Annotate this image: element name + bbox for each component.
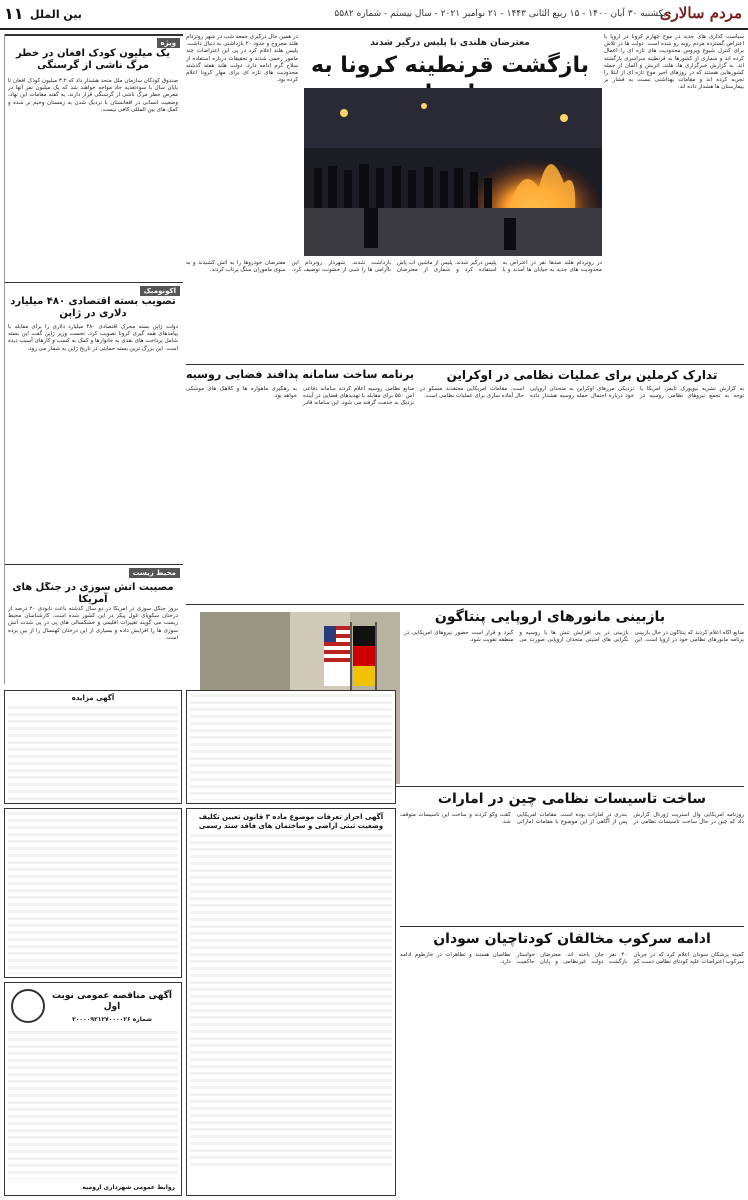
ad-notice (186, 690, 396, 804)
article-headline: مصیبت آتش سوزی در جنگل های آمریکا (12, 582, 174, 605)
dateline: یکشنبه ۳۰ آبان ۱۴۰۰ - ۱۵ ربیع الثانی ۱۴۴۳ - ۲۱ نوامبر ۲۰۲۱ - سال بیستم - شماره ۵۵۸۲ (334, 9, 666, 19)
article-body: به گزارش نشریه نیویورک تایمز، آمریکا با توجه به تجمع نیروهای نظامی روسیه در نزدیکی مرزهای اوکراین به متحدان اروپایی خود درباره احتمال حمله روسیه هشدار داده است. مقامات آمریکایی معتقدند مسکو در حال آماده سازی برای عملیات نظامی است. (420, 386, 744, 400)
lead-body-mid: در روتردام هلند صدها نفر در اعتراض به محدودیت های جدید به خیابان ها آمدند و با پلیس درگیر شدند. پلیس از ماشین آب پاش استفاده کرد و شماری از معترضان بازداشت شدند. شهردار روتردام این ناآرامی ها را شبی از خشونت توصیف کرد. معترضان خودروها را به آتش کشیدند و به سوی ماموران سنگ پرتاب کردند. (186, 260, 602, 274)
masthead (0, 0, 748, 30)
divider (5, 282, 183, 283)
ad-body (8, 1031, 178, 1179)
lead-body-left: در همین حال درگیری جمعه شب در شهر روتردام هلند مجروح و حدود ۲۰ بازداشتی به دنبال داشت. پلیس هلند اعلام کرد در پی این اعتراضات چند مامور زخمی شدند و تحقیقات درباره استفاده از سلاح گرم ادامه دارد. دولت هلند هفته گذشته محدودیت های تازه ای برای مهار کرونا اعلام کرده بود. (186, 34, 298, 84)
lead-kicker: معترضان هلندی با پلیس درگیر شدند (370, 38, 530, 48)
protest-fire-image (304, 88, 602, 256)
ad-body (8, 812, 178, 974)
article-body: کمیته پزشکان سودان اعلام کرد که در جریان سرکوب اعتراضات علیه کودتای نظامی دست کم ۴۰ نفر جان باخته اند. معترضان خواستار بازگشت دولت غیرنظامی و پایان حاکمیت نظامیان هستند و تظاهرات در خارطوم ادامه دارد. (400, 952, 744, 966)
lead-headline: بازگشت قرنطینه کرونا به (311, 53, 589, 78)
article-body: منابع نظامی روسیه اعلام کردند سامانه دفاعی اس ۵۵۰ برای مقابله با تهدیدهای فضایی در آینده نزدیک به خدمت گرفته می شود. این سامانه قادر به رهگیری ماهواره ها و کلاهک های موشکی خواهد بود. (186, 386, 414, 407)
ad-title: آگهی مناقصه عمومی نوبت اول (51, 991, 173, 1012)
article-body: روزنامه آمریکایی وال استریت ژورنال گزارش داد که چین در حال ساخت تاسیسات نظامی در بندری در امارات بوده است. مقامات آمریکایی پس از آگاهی از این موضوع با مقامات اماراتی گفت وگو کردند و ساخت این تاسیسات متوقف شد. (400, 812, 744, 826)
newspaper-logo: مردم سالاری (659, 4, 742, 22)
section-tag: اکونومیک (140, 286, 180, 296)
section-tag: ویژه (157, 38, 180, 48)
left-column (4, 34, 182, 684)
article-body: بروز جنگل سوزی در آمریکا در دو سال گذشته باعث نابودی ۲۰ درصد از درختان سکویای غول پیکر در این کشور شده است. کارشناسان محیط زیست می گویند تغییرات اقلیمی و خشکسالی های پی در پی شدت آتش سوزی ها را افزایش داده و بسیاری از این درختان کهنسال را از بین برده است. (8, 606, 178, 641)
divider (5, 564, 183, 565)
article-headline: برنامه ساخت سامانه پدافند فضایی روسیه (186, 368, 414, 381)
article-headline: تصویب بسته اقتصادی ۴۸۰ میلیارد دلاری در ژاپن (10, 296, 176, 319)
article-headline: یک میلیون کودک افغان در خطر مرگ ناشی از گرسنگی (15, 48, 171, 71)
protest-photo (304, 88, 602, 256)
page-number: ۱۱ (4, 4, 24, 23)
ad-body (190, 694, 392, 800)
article-headline: بازبینی مانورهای اروپایی پنتاگون (434, 609, 666, 625)
ad-number: شماره ۲۰۰۰۰۹۲۱۲۷۰۰۰۰۲۶ (72, 1016, 152, 1023)
ad-body (190, 834, 392, 1170)
article-body: دولت ژاپن بسته محرک اقتصادی ۴۸۰ میلیارد دلاری را برای مقابله با پیامدهای همه گیری کرونا تصویب کرد. نخست وزیر ژاپن گفت این بسته شامل پرداخت های نقدی به خانوارها و کمک به کسب و کارهای آسیب دیده است. این بزرگ ترین بسته حمایتی در تاریخ ژاپن به شمار می رود. (8, 324, 178, 352)
divider (186, 364, 744, 365)
ad-title: آگهی احراز تعرفات موضوع ماده ۳ قانون تعیین تکلیف وضعیت ثبتی اراضی و ساختمان های فاقد سند رسمی (198, 813, 384, 830)
ad-body (8, 706, 178, 802)
ad-auction (4, 690, 182, 804)
section-tag: محیط زیست (129, 568, 180, 578)
section-title: بین الملل (30, 8, 82, 21)
lead-body-right: سیاست گذاری های جدید در موج چهارم کرونا در اروپا با اعتراض گسترده مردم روبه رو شده است. دولت ها در تلاش برای کنترل شیوع ویروس محدودیت های تازه ای را اعمال کرده اند و شماری از کشورها به قرنطینه سراسری بازگشته اند. به گزارش خبرگزاری ها، هلند، اتریش و آلمان از جمله کشورهایی هستند که در روزهای اخیر موج تازه ای از ابتلا را تجربه کرده اند و مقامات بهداشتی نسبت به فشار بر بیمارستان ها هشدار داده اند. (604, 34, 744, 91)
ad-registration (186, 808, 396, 1196)
divider (5, 34, 183, 36)
article-headline: تدارک کرملین برای عملیات نظامی در اوکراین (446, 368, 718, 382)
ad-footer: روابط عمومی شهرداری ارومیه (82, 1184, 175, 1191)
divider (400, 926, 744, 927)
municipality-logo-icon (11, 989, 45, 1023)
ad-legal (4, 808, 182, 978)
article-headline: ساخت تاسیسات نظامی چین در امارات (437, 791, 707, 807)
article-body: صندوق کودکان سازمان ملل متحد هشدار داد که ۳.۲ میلیون کودک افغان تا پایان سال با سوءتغذیه حاد مواجه خواهند شد که یک میلیون نفر آنها در معرض خطر مرگ ناشی از گرسنگی قرار دارند. به گفته مقامات این نهاد، وضعیت انسانی در افغانستان با نزدیک شدن به زمستان وخیم تر شده و کمک های بین المللی کافی نیست. (8, 78, 178, 113)
ad-title: آگهی مزایده (71, 694, 115, 702)
ad-tender (4, 982, 182, 1196)
divider (186, 604, 744, 605)
article-body: منابع آگاه اعلام کردند که پنتاگون در حال بازبینی برنامه مانورهای نظامی خود در اروپا است. این بازبینی در پی افزایش تنش ها با روسیه و نگرانی های امنیتی متحدان اروپایی صورت می گیرد و قرار است حضور نیروهای آمریکایی در منطقه تقویت شود. (404, 630, 744, 644)
article-headline: ادامه سرکوب مخالفان کودتاچیان سودان (433, 931, 711, 947)
